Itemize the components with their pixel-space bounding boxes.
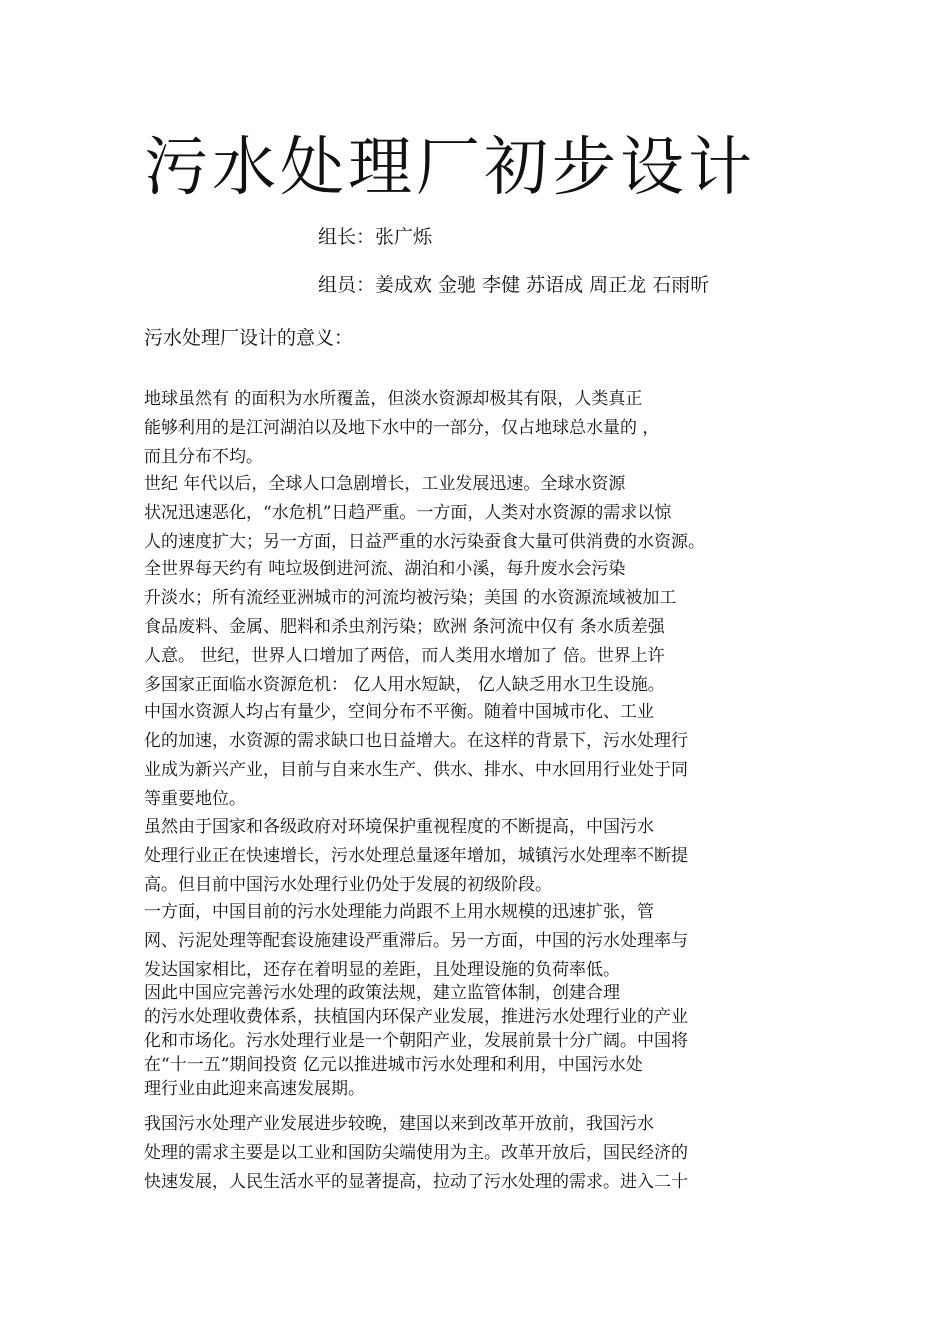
paragraph-4	[144, 698, 808, 814]
paragraph-2	[144, 470, 808, 557]
group-leader: 组长：张广烁	[318, 226, 433, 248]
paragraph-line: 地球虽然有 的面积为水所覆盖，但淡水资源却极其有限，人类真正	[144, 389, 643, 409]
paragraph-5	[144, 813, 808, 900]
paragraph-line: 多国家正面临水资源危机： 亿人用水短缺， 亿人缺乏用水卫生设施。	[144, 675, 665, 695]
paragraph-line: 等重要地位。	[144, 789, 246, 809]
paragraph-line: 处理行业正在快速增长，污水处理总量逐年增加，城镇污水处理率不断提	[144, 846, 688, 866]
paragraph-line: 因此中国应完善污水处理的政策法规，建立监管体制，创建合理	[144, 983, 620, 1003]
paragraph-line: 人意。 世纪，世界人口增加了两倍，而人类用水增加了 倍。世界上许	[144, 646, 665, 666]
paragraph-line: 网、污泥处理等配套设施建设严重滞后。另一方面，中国的污水处理率与	[144, 931, 688, 951]
paragraph-3	[144, 555, 808, 700]
paragraph-6	[144, 898, 808, 985]
paragraph-line: 食品废料、金属、肥料和杀虫剂污染；欧洲 条河流中仅有 条水质差强	[144, 617, 665, 637]
paragraph-line: 化的加速，水资源的需求缺口也日益增大。在这样的背景下，污水处理行	[144, 731, 688, 751]
section-heading: 污水处理厂设计的意义：	[144, 327, 354, 349]
paragraph-line: 全世界每天约有 吨垃圾倒进河流、湖泊和小溪，每升废水会污染	[144, 559, 626, 579]
paragraph-line: 一方面，中国目前的污水处理能力尚跟不上用水规模的迅速扩张，管	[144, 902, 654, 922]
paragraph-line: 升淡水；所有流经亚洲城市的河流均被污染；美国 的水资源流域被加工	[144, 588, 677, 608]
paragraph-line: 中国水资源人均占有量少，空间分布不平衡。随着中国城市化、工业	[144, 702, 654, 722]
paragraph-8	[144, 1110, 808, 1197]
paragraph-line: 化和市场化。污水处理行业是一个朝阳产业，发展前景十分广阔。中国将	[144, 1031, 688, 1051]
paragraph-line: 而且分布不均。	[144, 447, 263, 467]
paragraph-line: 人的速度扩大；另一方面，日益严重的水污染蚕食大量可供消费的水资源。	[144, 532, 705, 552]
paragraph-7	[144, 981, 808, 1101]
paragraph-line: 发达国家相比，还存在着明显的差距，且处理设施的负荷率低。	[144, 960, 620, 980]
paragraph-line: 世纪 年代以后，全球人口急剧增长，工业发展迅速。全球水资源	[144, 474, 626, 494]
paragraph-line: 我国污水处理产业发展进步较晚，建国以来到改革开放前，我国污水	[144, 1114, 654, 1134]
paragraph-line: 虽然由于国家和各级政府对环境保护重视程度的不断提高，中国污水	[144, 817, 654, 837]
paragraph-line: 快速发展，人民生活水平的显著提高，拉动了污水处理的需求。进入二十	[144, 1172, 688, 1192]
paragraph-line: 处理的需求主要是以工业和国防尖端使用为主。改革开放后，国民经济的	[144, 1143, 688, 1163]
paragraph-line: 理行业由此迎来高速发展期。	[144, 1079, 365, 1099]
paragraph-line: 在“十一五”期间投资 亿元以推进城市污水处理和利用，中国污水处	[144, 1055, 643, 1075]
group-members: 组员：姜成欢 金驰 李健 苏语成 周正龙 石雨昕	[318, 274, 710, 296]
paragraph-line: 状况迅速恶化，“水危机”日趋严重。一方面，人类对水资源的需求以惊	[144, 503, 672, 523]
paragraph-line: 的污水处理收费体系，扶植国内环保产业发展，推进污水处理行业的产业	[144, 1007, 688, 1027]
paragraph-line: 能够利用的是江河湖泊以及地下水中的一部分，仅占地球总水量的 ，	[144, 418, 660, 438]
paragraph-line: 业成为新兴产业，目前与自来水生产、供水、排水、中水回用行业处于同	[144, 760, 688, 780]
document-title: 污水处理厂初步设计	[144, 130, 756, 205]
paragraph-line: 高。但目前中国污水处理行业仍处于发展的初级阶段。	[144, 875, 552, 895]
paragraph-1	[144, 385, 808, 472]
